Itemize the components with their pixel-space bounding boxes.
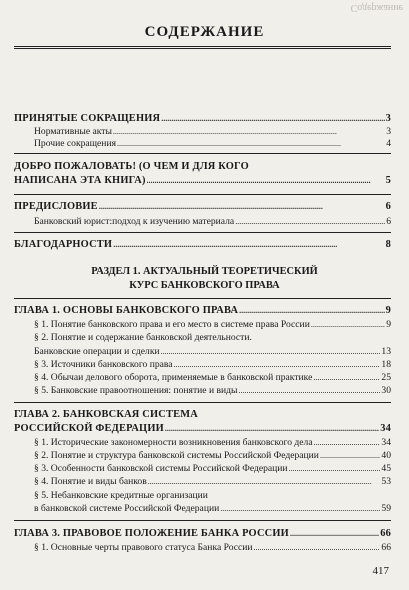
toc-entry[interactable]: ГЛАВА 1. ОСНОВЫ БАНКОВСКОГО ПРАВА . . . 9 [14, 305, 391, 317]
divider [14, 402, 391, 403]
toc-entry[interactable]: ПРИНЯТЫЕ СОКРАЩЕНИЯ . . . 3 [14, 113, 391, 125]
toc-entry[interactable]: § 5. Банковские правоотношения: понятие и виды . . . 30 [34, 385, 391, 397]
toc-entry[interactable]: § 3. Источники банковского права . . . 18 [34, 359, 391, 371]
section-heading: КУРС БАНКОВСКОГО ПРАВА [129, 280, 280, 291]
section-heading: РАЗДЕЛ 1. АКТУАЛЬНЫЙ ТЕОРЕТИЧЕСКИЙ [91, 266, 318, 277]
title-underline [14, 46, 391, 49]
toc-entry[interactable]: Банковские операции и сделки . . . 13 [34, 346, 391, 358]
page-number: 417 [372, 565, 389, 577]
divider [14, 520, 391, 521]
toc-entry[interactable]: § 1. Исторические закономерности возникновения банковского дела . . . 34 [34, 437, 391, 449]
toc-entry[interactable]: БЛАГОДАРНОСТИ . . . 8 [14, 239, 391, 251]
toc-entry[interactable]: § 2. Понятие и содержание банковской деятельности. [34, 332, 252, 343]
toc-entry[interactable]: § 5. Небанковские кредитные организации [34, 490, 208, 501]
divider [14, 298, 391, 299]
divider [14, 194, 391, 195]
toc-entry[interactable]: Прочие сокращения . . . 4 [34, 138, 391, 150]
toc-entry[interactable]: § 2. Понятие и структура банковской системы Российской Федерации . . . 40 [34, 450, 391, 462]
toc-entry[interactable]: Нормативные акты . . . 3 [34, 126, 391, 138]
toc-entry[interactable]: в банковской системе Российской Федерации . . . 59 [34, 503, 391, 515]
toc-entry[interactable]: § 4. Понятие и виды банков . . . 53 [34, 476, 391, 488]
divider [14, 232, 391, 233]
toc-entry[interactable]: ДОБРО ПОЖАЛОВАТЬ! (О ЧЕМ И ДЛЯ КОГО [14, 161, 249, 172]
toc-entry[interactable]: ПРЕДИСЛОВИЕ . . . 6 [14, 201, 391, 213]
toc-entry[interactable]: Банковский юрист:подход к изучению материала . . . 6 [34, 216, 391, 228]
toc-entry[interactable]: § 1. Основные черты правового статуса Банка России . . . 66 [34, 542, 391, 554]
toc-entry[interactable]: РОССИЙСКОЙ ФЕДЕРАЦИИ . . . 34 [14, 423, 391, 435]
toc-entry[interactable]: ГЛАВА 2. БАНКОВСКАЯ СИСТЕМА [14, 409, 198, 420]
show-through-text: Содержание [350, 2, 403, 13]
toc-entry[interactable]: ГЛАВА 3. ПРАВОВОЕ ПОЛОЖЕНИЕ БАНКА РОССИИ . . . 66 [14, 528, 391, 540]
page-title: СОДЕРЖАНИЕ [144, 24, 265, 40]
toc-entry[interactable]: § 4. Обычаи делового оборота, применяемые в банковской практике . . . 25 [34, 372, 391, 384]
toc-entry[interactable]: § 3. Особенности банковской системы Российской Федерации . . . 45 [34, 463, 391, 475]
divider [14, 153, 391, 154]
toc-entry[interactable]: НАПИСАНА ЭТА КНИГА) . . . 5 [14, 175, 391, 187]
toc-entry[interactable]: § 1. Понятие банковского права и его место в системе права России . . . 9 [34, 319, 391, 331]
